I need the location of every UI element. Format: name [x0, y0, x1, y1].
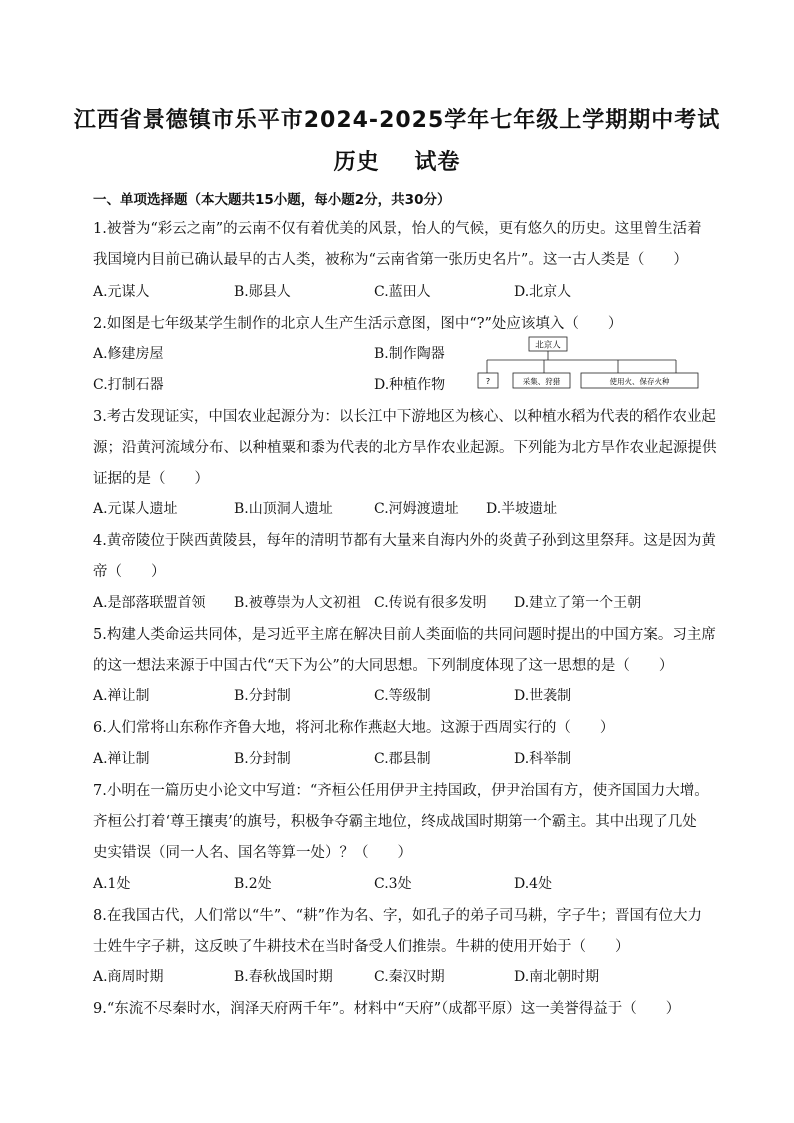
q1-option-d: D.北京人: [514, 284, 572, 300]
q5-option-b: B.分封制: [234, 688, 291, 704]
q1-option-a: A.元谋人: [93, 284, 150, 300]
q3-option-c: C.河姆渡遗址: [374, 501, 459, 517]
q2-option-a: A.修建房屋: [93, 346, 164, 362]
q8-option-d: D.南北朝时期: [514, 969, 600, 985]
q3-option-b: B.山顶洞人遗址: [234, 501, 333, 517]
exam-subtitle: 历史 试卷: [333, 150, 461, 175]
q7-option-d: D.4处: [514, 876, 553, 892]
q6-stem-line1: 6.人们常将山东称作齐鲁大地，将河北称作燕赵大地。这源于西周实行的（ ）: [93, 720, 615, 736]
diagram-label-fire: 使用火、保存火种: [609, 377, 670, 386]
q5-option-a: A.禅让制: [93, 688, 150, 704]
q8-option-c: C.秦汉时期: [374, 969, 445, 985]
q2-option-d: D.种植作物: [374, 377, 446, 393]
q4-option-d: D.建立了第一个王朝: [514, 595, 642, 611]
q7-option-b: B.2处: [234, 876, 272, 892]
q7-stem-line2: 齐桓公打着‘尊王攘夷’的旗号，积极争夺霸主地位，终成战国时期第一个霸主。其中出现了几处: [93, 814, 697, 830]
q3-stem-line3: 证据的是（ ）: [93, 471, 209, 487]
q6-option-d: D.科举制: [514, 751, 572, 767]
q8-stem-line1: 8.在我国古代，人们常以“牛”、“耕”作为名、字，如孔子的弟子司马耕，字子牛；晋国有位大力: [93, 908, 702, 924]
q8-stem-line2: 士姓牛字子耕，这反映了牛耕技术在当时备受人们推崇。牛耕的使用开始于（ ）: [93, 939, 630, 955]
beijing-man-diagram: [473, 335, 701, 395]
q4-option-b: B.被尊崇为人文初祖: [234, 595, 361, 611]
q4-option-a: A.是部落联盟首领: [93, 595, 206, 611]
q6-option-c: C.郡县制: [374, 751, 431, 767]
q4-stem-line1: 4.黄帝陵位于陕西黄陵县，每年的清明节都有大量来自海内外的炎黄子孙到这里祭拜。这是因为黄: [93, 533, 716, 549]
q7-option-a: A.1处: [93, 876, 131, 892]
q7-stem-line3: 史实错误（同一人名、国名等算一处）？（ ）: [93, 845, 412, 861]
q8-option-a: A.商周时期: [93, 969, 164, 985]
q3-stem-line2: 源；沿黄河流域分布、以种植粟和黍为代表的北方旱作农业起源。下列能为北方旱作农业起源提供: [93, 440, 717, 456]
exam-title: 江西省景德镇市乐平市2024-2025学年七年级上学期期中考试: [73, 108, 721, 133]
section-heading: 一、单项选择题（本大题共15小题，每小题2分，共30分）: [93, 192, 451, 208]
q5-option-d: D.世袭制: [514, 688, 572, 704]
q6-option-b: B.分封制: [234, 751, 291, 767]
q1-option-b: B.郧县人: [234, 284, 291, 300]
q1-option-c: C.蓝田人: [374, 284, 431, 300]
q5-stem-line1: 5.构建人类命运共同体，是习近平主席在解决目前人类面临的共同问题时提出的中国方案。习主席: [93, 627, 716, 643]
q1-stem-line2: 我国境内目前已确认最早的古人类，被称为“云南省第一张历史名片”。这一古人类是（ ）: [93, 252, 688, 268]
q2-stem-line1: 2.如图是七年级某学生制作的北京人生产生活示意图，图中“?”处应该填入（ ）: [93, 316, 623, 332]
q8-option-b: B.春秋战国时期: [234, 969, 333, 985]
diagram-root-label: 北京人: [535, 340, 561, 351]
diagram-label-gathering: 采集、狩猎: [522, 377, 561, 386]
q3-stem-line1: 3.考古发现证实，中国农业起源分为：以长江中下游地区为核心、以种植水稻为代表的稻作农业起: [93, 409, 716, 425]
q4-option-c: C.传说有很多发明: [374, 595, 487, 611]
q5-option-c: C.等级制: [374, 688, 431, 704]
q7-option-c: C.3处: [374, 876, 412, 892]
diagram-label-question: ?: [485, 377, 491, 386]
q9-stem-line1: 9.“东流不尽秦时水，润泽天府两千年”。材料中“天府”（成都平原）这一美誉得益于（ ）: [93, 1001, 681, 1017]
q7-stem-line1: 7.小明在一篇历史小论文中写道：“齐桓公任用伊尹主持国政，伊尹治国有方，使齐国国力大增。: [93, 783, 709, 799]
q3-option-a: A.元谋人遗址: [93, 501, 178, 517]
q5-stem-line2: 的这一想法来源于中国古代“天下为公”的大同思想。下列制度体现了这一思想的是（ ）: [93, 658, 674, 674]
q2-option-c: C.打制石器: [93, 377, 164, 393]
q6-option-a: A.禅让制: [93, 751, 150, 767]
q1-stem-line1: 1.被誉为“彩云之南”的云南不仅有着优美的风景，怡人的气候，更有悠久的历史。这里曾生活着: [93, 221, 702, 237]
q2-option-b: B.制作陶器: [374, 346, 445, 362]
q3-option-d: D.半坡遗址: [486, 501, 558, 517]
q4-stem-line2: 帝（ ）: [93, 564, 166, 580]
